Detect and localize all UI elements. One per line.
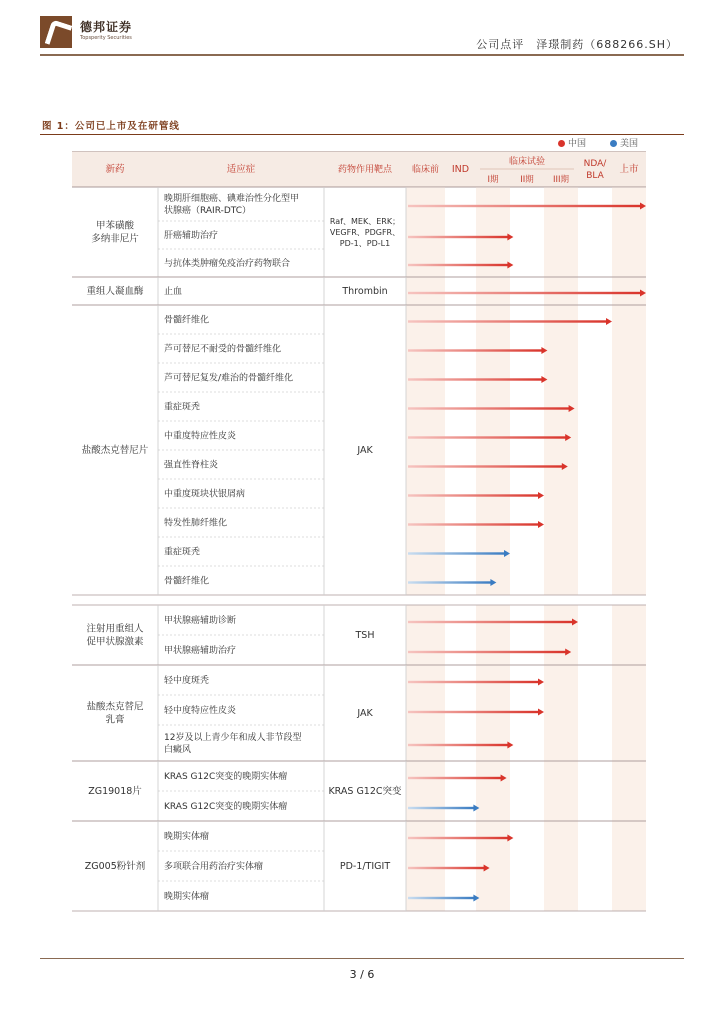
progress-arrow-shaft (408, 581, 491, 583)
progress-arrow-shaft (408, 349, 542, 351)
indication-label: 轻中度斑秃 (164, 675, 210, 686)
pipeline-table (72, 151, 646, 915)
stage-shade (612, 665, 646, 761)
stage-shade (544, 187, 578, 277)
stage-shade (544, 305, 578, 595)
indication-label: 与抗体类肿瘤免疫治疗药物联合 (164, 258, 291, 269)
progress-arrow-shaft (408, 407, 570, 409)
stage-shade (612, 605, 646, 665)
indication-label: 中重度特应性皮炎 (164, 431, 237, 441)
indication-label: 特发性肺纤维化 (164, 518, 228, 528)
indication-label: 肝癌辅助治疗 (164, 230, 219, 241)
report-title: 公司点评 泽璟制药（688266.SH） (476, 38, 678, 51)
header-phase2: II期 (520, 174, 534, 185)
header-nda: NDA/ BLA (583, 158, 607, 181)
logo-text-en: Topsperity Securities (80, 35, 132, 41)
company-logo-icon (40, 16, 72, 48)
indication-label: 甲状腺癌辅助治疗 (164, 645, 237, 656)
header-divider (40, 54, 684, 56)
indication-label: 芦可替尼不耐受的骨髓纤维化 (164, 344, 282, 354)
drug-name: 盐酸杰克替尼片 (81, 444, 149, 456)
header-phase3: III期 (552, 174, 570, 185)
indication-label: 甲状腺癌辅助诊断 (164, 615, 237, 626)
legend-label-china: 中国 (568, 139, 587, 149)
drug-name: ZG19018片 (88, 785, 142, 797)
stage-shade (476, 605, 510, 665)
progress-arrow-shaft (408, 651, 566, 653)
indication-label: 芦可替尼复发/难治的骨髓纤维化 (164, 373, 294, 383)
indication-label: 骨髓纤维化 (164, 576, 210, 586)
drug-name: 甲苯磺酸多纳非尼片 (91, 220, 139, 244)
indication-label: 重症斑秃 (164, 402, 201, 412)
progress-arrow-shaft (408, 807, 474, 809)
progress-arrow-head (507, 835, 513, 842)
indication-label: 轻中度特应性皮炎 (164, 705, 237, 716)
stage-shade (406, 277, 445, 305)
indication-label: 骨髓纤维化 (164, 315, 210, 325)
stage-shade (476, 277, 510, 305)
header-drug: 新药 (105, 163, 125, 175)
progress-arrow-head (507, 742, 513, 749)
figure-title-divider (40, 134, 684, 135)
legend-dot-china (558, 140, 565, 147)
progress-arrow-head (507, 262, 513, 269)
stage-shade (612, 305, 646, 595)
progress-arrow-shaft (408, 205, 641, 207)
drug-target: JAK (357, 444, 373, 456)
indication-label: 强直性脊柱炎 (164, 460, 219, 470)
progress-arrow-shaft (408, 320, 607, 322)
header-market: 上市 (619, 163, 639, 175)
stage-shade (476, 761, 510, 821)
progress-arrow-shaft (408, 711, 539, 713)
stage-shade (544, 665, 578, 761)
progress-arrow-head (538, 521, 544, 528)
indication-label: 晚期实体瘤 (164, 831, 210, 842)
stage-shade (612, 821, 646, 911)
progress-arrow-shaft (408, 744, 508, 746)
header-preclinical: 临床前 (411, 164, 440, 175)
drug-name: 盐酸杰克替尼乳膏 (86, 701, 144, 725)
drug-target: Raf、MEK、ERK； VEGFR、PDGFR、 PD-1、PD-L1 (329, 216, 401, 248)
progress-arrow-shaft (408, 494, 539, 496)
header-phase1: I期 (487, 174, 499, 185)
stage-shade (406, 187, 445, 277)
progress-arrow-shaft (408, 552, 505, 554)
progress-arrow-shaft (408, 523, 539, 525)
drug-target: Thrombin (342, 285, 388, 297)
stage-shade (612, 187, 646, 277)
progress-arrow-shaft (408, 897, 474, 899)
progress-arrow-head (538, 492, 544, 499)
indication-label: KRAS G12C突变的晚期实体瘤 (164, 771, 288, 782)
progress-arrow-shaft (408, 621, 573, 623)
progress-arrow-shaft (408, 465, 563, 467)
drug-target: TSH (355, 629, 375, 641)
legend-item-usa (610, 136, 638, 149)
figure-title: 图 1：公司已上市及在研管线 (42, 121, 180, 132)
progress-arrow-head (507, 234, 513, 241)
stage-shade (406, 605, 445, 665)
stage-shade (544, 821, 578, 911)
indication-label: KRAS G12C突变的晚期实体瘤 (164, 801, 288, 812)
progress-arrow-shaft (408, 837, 508, 839)
company-logo (40, 16, 160, 50)
progress-arrow-head (538, 709, 544, 716)
header-target: 药物作用靶点 (337, 164, 393, 175)
progress-arrow-shaft (408, 436, 566, 438)
progress-arrow-shaft (408, 681, 539, 683)
progress-arrow-head (606, 318, 612, 325)
drug-name: 注射用重组人促甲状腺激素 (86, 623, 144, 647)
page-number: 3 / 6 (349, 968, 375, 981)
header-indication: 适应症 (226, 163, 256, 175)
indication-label: 晚期肝细胞癌、碘难治性分化型甲状腺癌（RAIR-DTC） (164, 193, 300, 216)
stage-shade (544, 605, 578, 665)
stage-shade (544, 277, 578, 305)
progress-arrow-shaft (408, 777, 502, 779)
stage-shade (544, 761, 578, 821)
indication-label: 重症斑秃 (164, 547, 201, 557)
stage-shade (476, 187, 510, 277)
stage-shade (406, 305, 445, 595)
legend-dot-usa (610, 140, 617, 147)
drug-target: JAK (357, 707, 373, 719)
indication-label: 12岁及以上青少年和成人非节段型白癜风 (164, 732, 302, 755)
legend-item-china (558, 136, 586, 149)
stage-shade (612, 761, 646, 821)
progress-arrow-shaft (408, 378, 542, 380)
drug-name: ZG005粉针剂 (84, 860, 146, 872)
drug-target: PD-1/TIGIT (339, 860, 391, 872)
progress-arrow-shaft (408, 236, 508, 238)
indication-label: 止血 (164, 286, 183, 297)
stage-shade (406, 761, 445, 821)
logo-text-cn: 德邦证券 (80, 20, 133, 34)
indication-label: 中重度斑块状银屑病 (164, 489, 246, 499)
indication-label: 多项联合用药治疗实体瘤 (164, 861, 264, 872)
progress-arrow-shaft (408, 292, 641, 294)
header-ind: IND (451, 163, 470, 175)
progress-arrow-head (538, 679, 544, 686)
indication-label: 晚期实体瘤 (164, 891, 210, 902)
drug-name: 重组人凝血酶 (86, 285, 144, 297)
drug-target: KRAS G12C突变 (328, 785, 402, 797)
progress-arrow-shaft (408, 264, 508, 266)
legend-label-usa: 美国 (620, 139, 639, 149)
footer-divider (40, 958, 684, 959)
progress-arrow-shaft (408, 867, 485, 869)
header-clinical: 临床试验 (508, 156, 546, 167)
stage-shade (476, 821, 510, 911)
